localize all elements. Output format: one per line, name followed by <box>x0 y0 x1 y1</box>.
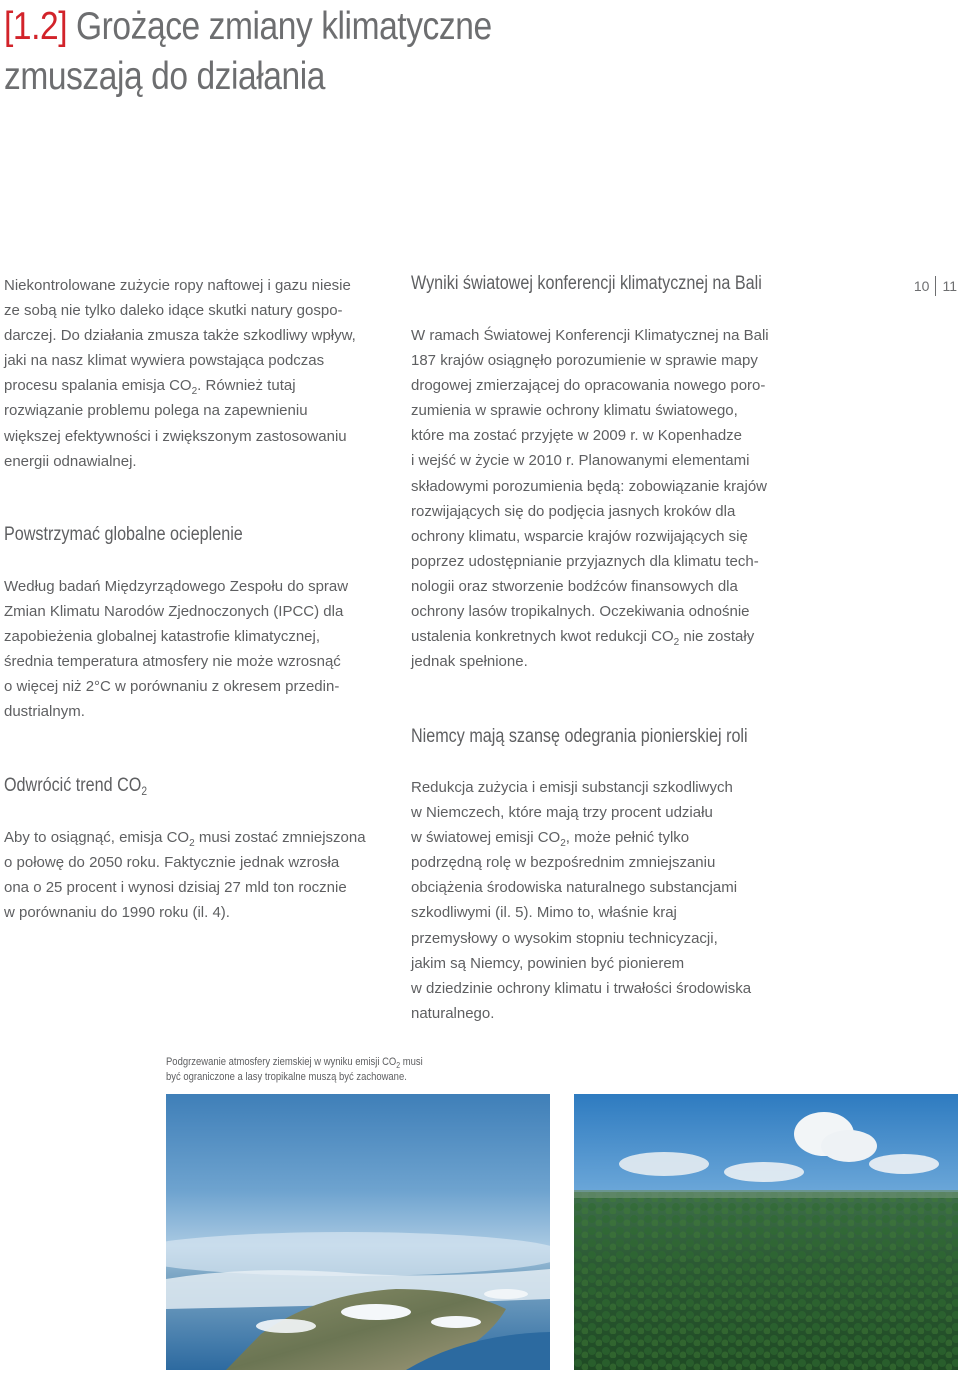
text-line: ustalenia konkretnych kwot redukcji CO <box>411 628 674 646</box>
page-number-left: 10 <box>913 278 930 294</box>
subscript: 2 <box>191 386 198 398</box>
text-line: jaki na nasz klimat wywiera powstająca podczas <box>4 352 325 370</box>
text-line: szkodliwymi (il. 5). Mimo to, właśnie kraj <box>411 904 677 922</box>
section-heading <box>4 773 147 799</box>
subscript: 2 <box>673 637 680 649</box>
page-title <box>4 2 554 102</box>
intro-paragraph <box>4 273 394 474</box>
text-line: zumienia w sprawie ochrony klimatu światowego, <box>411 402 738 420</box>
page-numbers <box>914 276 957 296</box>
page-number-divider <box>935 276 936 296</box>
text-line: naturalnego. <box>411 1004 495 1022</box>
section-heading: Powstrzymać globalne ocieplenie <box>4 524 243 545</box>
text-line: średnia temperatura atmosfery nie może wzrosnąć <box>4 653 341 671</box>
text-line: drogowej zmierzającej do opracowania nowego poro- <box>411 377 766 395</box>
text-line: ze sobą nie tylko daleko idące skutki natury gospo- <box>4 302 343 320</box>
section-paragraph <box>411 323 806 674</box>
text-line: w dziedzinie ochrony klimatu i trwałości środowiska <box>411 979 752 997</box>
text-line: Według badań Międzyrządowego Zespołu do spraw <box>4 578 349 595</box>
text-line: w światowej emisji CO <box>411 829 561 847</box>
text-line: Zmian Klimatu Narodów Zjednoczonych (IPCC) dla <box>4 603 344 621</box>
text-line: podrzędną rolę w bezpośrednim zmniejszaniu <box>411 854 716 872</box>
text-line: które ma zostać przyjęte w 2009 r. w Kopenhadze <box>411 427 743 445</box>
section-paragraph <box>4 574 394 725</box>
subscript: 2 <box>560 838 566 850</box>
text-line: przemysłowy o wysokim stopniu technicyzacji, <box>411 929 718 947</box>
text-line: w Niemczech, które mają trzy procent udziału <box>411 804 713 822</box>
title-line-2: zmuszają do działania <box>4 55 325 98</box>
text-line: ona o 25 procent i wynosi dzisiaj 27 mld ton rocznie <box>4 879 347 897</box>
text-line: rozwiązanie problemu polega na zapewnieniu <box>4 402 308 420</box>
text-line: 187 krajów osiągnęło porozumienie w sprawie mapy <box>411 352 758 370</box>
text-line: Aby to osiągnąć, emisja CO <box>4 829 190 846</box>
text-line: składowymi porozumienia będą: zobowiązanie krajów <box>411 477 768 495</box>
subscript: 2 <box>396 1061 401 1070</box>
page-number-right: 11 <box>942 278 957 294</box>
text-line: jakim są Niemcy, powinien być pionierem <box>411 954 685 972</box>
text-line: W ramach Światowej Konferencji Klimatycznej na Bali <box>411 327 769 344</box>
caption-line: Podgrzewanie atmosfery ziemskiej w wyniku emisji CO <box>166 1056 397 1068</box>
text-line: . Również tutaj <box>197 377 296 395</box>
text-line: o połowę do 2050 roku. Faktycznie jednak wzrosła <box>4 854 340 872</box>
text-line: Niekontrolowane zużycie ropy naftowej i gazu niesie <box>4 277 351 294</box>
text-line: energii odnawialnej. <box>4 452 137 470</box>
title-line-1: Grożące zmiany klimatyczne <box>76 5 492 48</box>
heading-text: Odwrócić trend CO <box>4 775 142 796</box>
text-line: nologii oraz stworzenie bodźców finansowych dla <box>411 577 738 595</box>
text-line: jednak spełnione. <box>411 653 528 671</box>
section-number: [1.2] <box>4 5 68 48</box>
text-line: , może pełnić tylko <box>565 829 690 847</box>
text-line: nie zostały <box>679 628 755 646</box>
rainforest-photo <box>574 1094 958 1370</box>
text-line: procesu spalania emisja CO <box>4 377 192 395</box>
photo-caption <box>166 1055 424 1085</box>
aerial-atmosphere-photo <box>166 1094 550 1370</box>
text-line: darczej. Do działania zmusza także szkodliwy wpływ, <box>4 327 356 345</box>
text-line: i wejść w życie w 2010 r. Planowanymi elementami <box>411 452 750 470</box>
text-line: obciążenia środowiska naturalnego substancjami <box>411 879 738 897</box>
caption-line: być ograniczone a lasy tropikalne muszą być zachowane. <box>166 1071 407 1083</box>
section-paragraph <box>411 775 806 1026</box>
text-line: ochrony klimatu, wsparcie krajów rozwijających się <box>411 527 748 545</box>
text-line: poprzez udostępnianie przyjaznych dla klimatu tech- <box>411 552 759 570</box>
section-paragraph <box>4 825 396 925</box>
text-line: rozwijających się do podjęcia jasnych kroków dla <box>411 502 736 520</box>
text-line: w porównaniu do 1990 roku (il. 4). <box>4 904 230 922</box>
subscript: 2 <box>189 838 195 849</box>
text-line: musi zostać zmniejszona <box>194 829 366 846</box>
text-line: ochrony lasów tropikalnych. Oczekiwania odnośnie <box>411 603 750 621</box>
text-line: dustrialnym. <box>4 703 85 721</box>
text-line: zapobieżenia globalnej katastrofie klimatycznej, <box>4 628 321 646</box>
text-line: o więcej niż 2°C w porównaniu z okresem przedin- <box>4 678 340 696</box>
text-line: Redukcja zużycia i emisji substancji szkodliwych <box>411 779 733 796</box>
text-line: większej efektywności i zwiększonym zastosowaniu <box>4 427 347 445</box>
caption-line: musi <box>400 1056 423 1068</box>
section-heading: Niemcy mają szansę odegrania pionierskiej roli <box>411 726 748 747</box>
subscript: 2 <box>141 784 147 798</box>
section-heading: Wyniki światowej konferencji klimatycznej na Bali <box>411 273 762 294</box>
